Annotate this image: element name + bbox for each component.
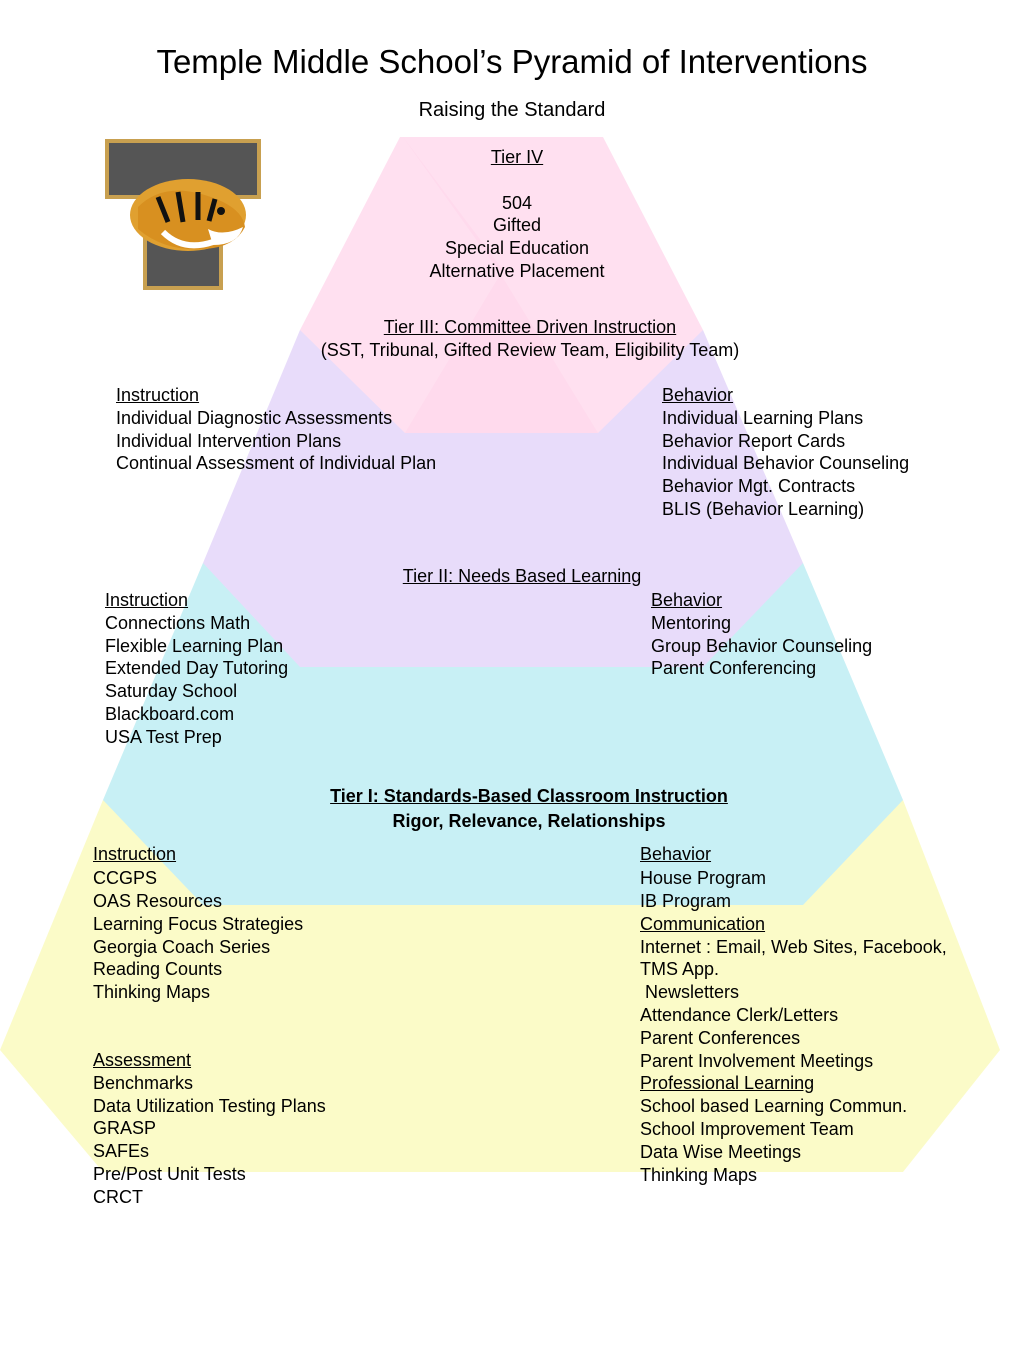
list-item: Pre/Post Unit Tests <box>93 1163 246 1184</box>
list-item: TMS App. <box>640 959 720 980</box>
list-item: CCGPS <box>93 868 158 889</box>
list-item: SAFEs <box>93 1141 150 1162</box>
tier4-item: Alternative Placement <box>429 260 605 281</box>
tier2-behavior-list <box>651 589 872 680</box>
tier4-item: Gifted <box>492 215 542 236</box>
list-item: Internet : Email, Web Sites, Facebook, <box>640 936 947 957</box>
tier1-assessment-heading: Assessment <box>93 1050 192 1070</box>
tier1-header <box>279 784 779 834</box>
list-item: USA Test Prep <box>105 726 222 747</box>
page-title: Temple Middle School’s Pyramid of Interventions <box>156 43 868 80</box>
list-item: Parent Conferences <box>640 1027 801 1048</box>
tier2-header <box>322 565 722 588</box>
list-item: Individual Learning Plans <box>662 407 864 428</box>
tier1-subheading: Rigor, Relevance, Relationships <box>392 811 666 831</box>
tiger-t-logo-icon <box>103 137 263 292</box>
list-item: Data Utilization Testing Plans <box>93 1095 326 1116</box>
tier3-header <box>280 316 780 362</box>
list-item: Flexible Learning Plan <box>105 635 284 656</box>
tier1-right-list <box>640 843 947 1186</box>
list-item: OAS Resources <box>93 890 223 911</box>
tier2-heading: Tier II: Needs Based Learning <box>402 566 642 586</box>
tier1-instruction-list <box>93 843 303 1004</box>
tier1-instruction-heading: Instruction <box>93 844 177 864</box>
tier1-communication-heading: Communication <box>640 913 766 934</box>
list-item: CRCT <box>93 1186 143 1207</box>
list-item: Extended Day Tutoring <box>105 658 289 679</box>
list-item: Data Wise Meetings <box>640 1141 802 1162</box>
tier1-assessment-list <box>93 1049 326 1209</box>
list-item: Learning Focus Strategies <box>93 913 304 934</box>
list-item: Individual Behavior Counseling <box>662 453 910 474</box>
list-item: Individual Intervention Plans <box>116 430 342 451</box>
tier3-subheading: (SST, Tribunal, Gifted Review Team, Eligibility Team) <box>320 339 740 360</box>
list-item: IB Program <box>640 890 732 911</box>
tier3-instruction-heading: Instruction <box>116 385 200 405</box>
list-item: Newsletters <box>640 982 740 1003</box>
tier3-behavior-heading: Behavior <box>662 385 734 405</box>
tier1-behavior-heading: Behavior <box>640 844 712 864</box>
list-item: Thinking Maps <box>93 982 211 1003</box>
tier4-block <box>412 146 622 283</box>
list-item: Reading Counts <box>93 959 223 980</box>
tier3-behavior-list <box>662 384 909 521</box>
tier1-professional-learning-heading: Professional Learning <box>640 1073 815 1094</box>
list-item: School based Learning Commun. <box>640 1096 908 1117</box>
list-item: Benchmarks <box>93 1072 194 1093</box>
list-item: House Program <box>640 868 767 889</box>
list-item: Connections Math <box>105 612 251 633</box>
tier4-heading: Tier IV <box>490 147 544 167</box>
tier2-instruction-heading: Instruction <box>105 590 189 610</box>
page-subtitle: Raising the Standard <box>418 99 606 121</box>
list-item: Behavior Report Cards <box>662 430 846 451</box>
list-item: Individual Diagnostic Assessments <box>116 407 393 428</box>
list-item: Continual Assessment of Individual Plan <box>116 453 437 474</box>
list-item: Thinking Maps <box>640 1164 758 1185</box>
list-item: Behavior Mgt. Contracts <box>662 476 856 497</box>
list-item: Parent Conferencing <box>651 658 817 679</box>
list-item: Blackboard.com <box>105 703 235 724</box>
list-item: GRASP <box>93 1118 157 1139</box>
list-item: Saturday School <box>105 681 238 702</box>
tier1-heading: Tier I: Standards-Based Classroom Instruction <box>330 786 728 806</box>
tier2-behavior-heading: Behavior <box>651 590 723 610</box>
list-item: BLIS (Behavior Learning) <box>662 498 865 519</box>
list-item: Parent Involvement Meetings <box>640 1050 874 1071</box>
list-item: School Improvement Team <box>640 1118 854 1139</box>
tier3-heading: Tier III: Committee Driven Instruction <box>383 317 677 337</box>
tier4-item: 504 <box>501 192 533 213</box>
list-item: Georgia Coach Series <box>93 936 271 957</box>
tier3-instruction-list <box>116 384 436 475</box>
list-item: Attendance Clerk/Letters <box>640 1004 839 1025</box>
list-item: Group Behavior Counseling <box>651 635 873 656</box>
list-item: Mentoring <box>651 612 732 633</box>
tier2-instruction-list <box>105 589 288 749</box>
tier4-item: Special Education <box>444 238 590 259</box>
